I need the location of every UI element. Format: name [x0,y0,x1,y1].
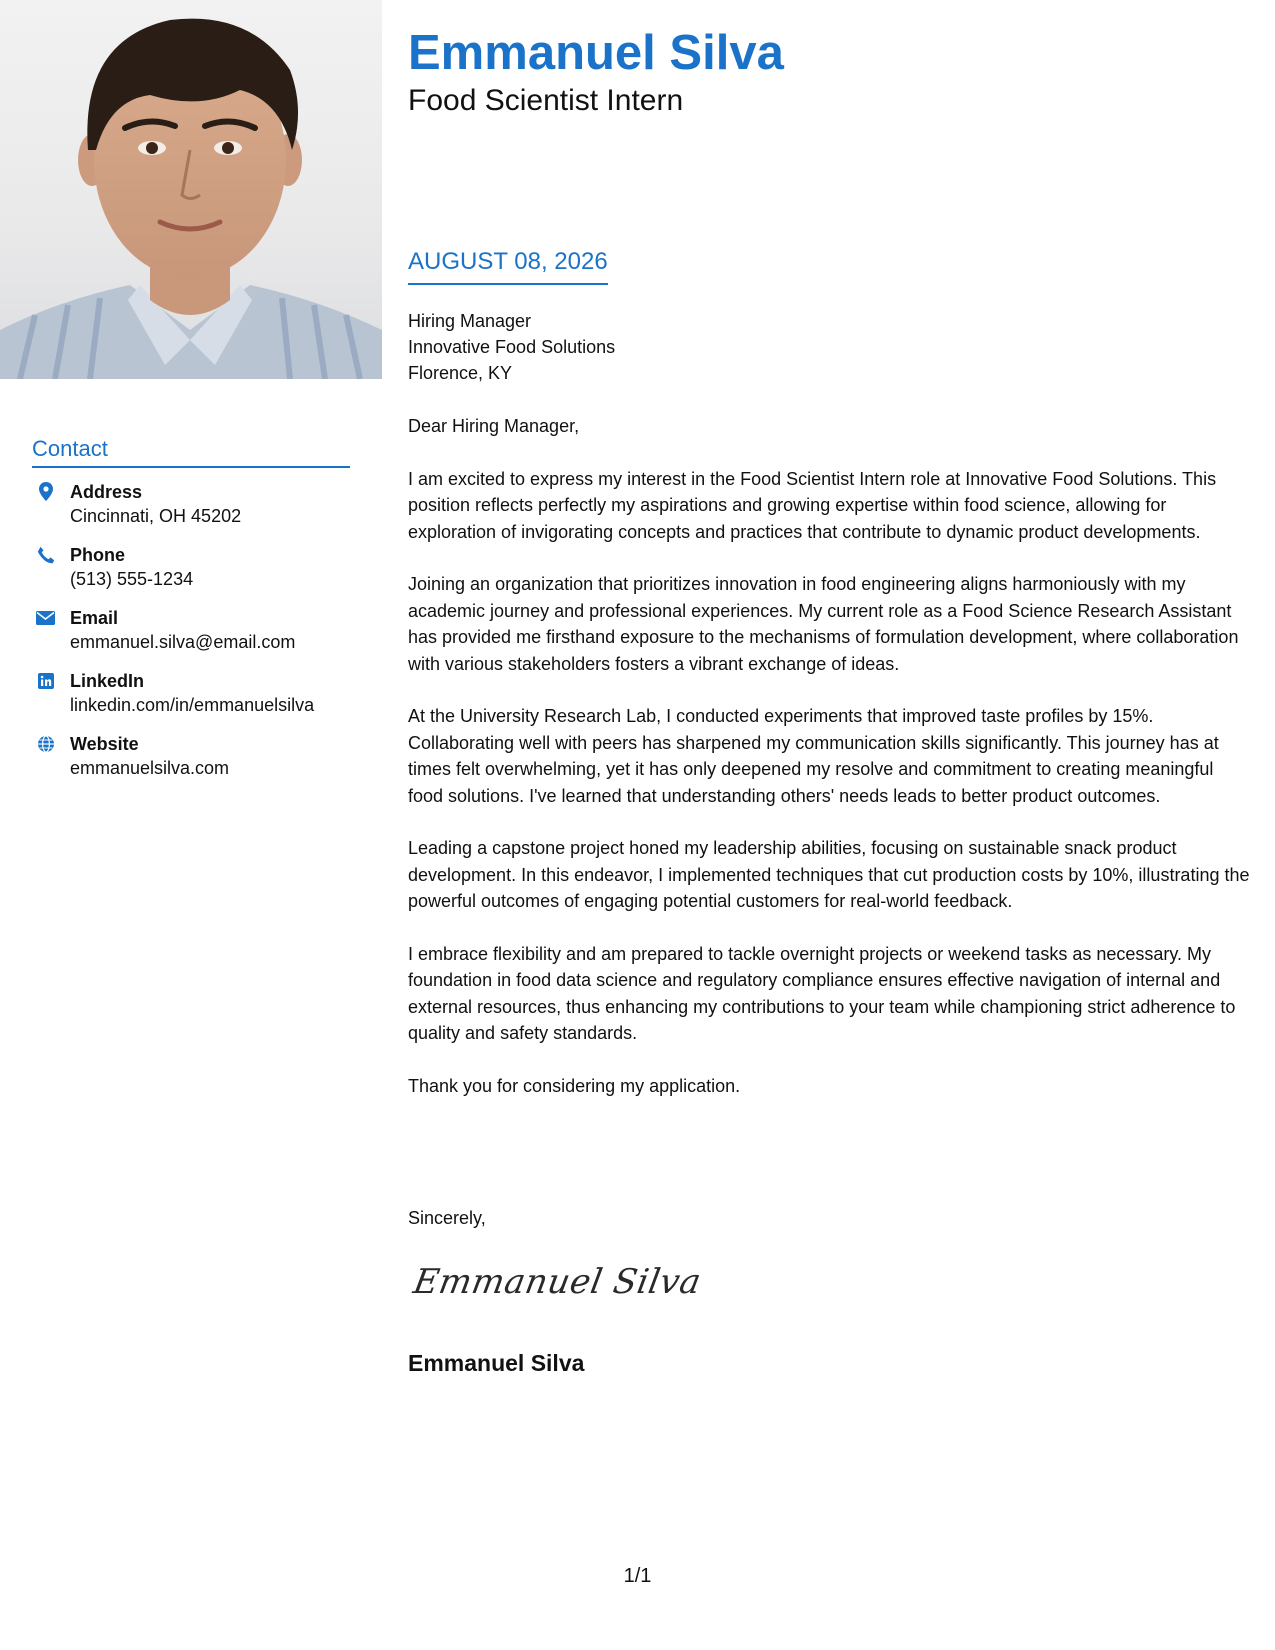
contact-website [32,732,350,781]
contact-heading: Contact [32,436,350,468]
contact-section [32,436,350,795]
contact-label: Email [70,608,119,628]
salutation: Dear Hiring Manager, [408,416,580,436]
signer-name: Emmanuel Silva [408,1350,585,1376]
contact-phone [32,543,350,592]
linkedin-icon [36,671,55,690]
recipient-company: Innovative Food Solutions [408,337,616,357]
map-pin-icon [36,482,55,501]
profile-photo [0,0,382,379]
page-number: 1/1 [623,1565,652,1587]
body-paragraph: I am excited to express my interest in the Food Scientist Intern role at Innovative Food Solutions. This position reflects perfectly my aspirations and growing expertise within food science, allowing for exploration of invigorating concepts and practices that contribute to dynamic product developments. [408,468,1217,542]
globe-icon [36,734,55,753]
contact-address [32,480,350,529]
contact-value[interactable]: emmanuelsilva.com [70,758,230,778]
contact-label: Phone [70,545,126,565]
letter-date: AUGUST 08, 2026 [408,247,608,285]
sidebar [0,0,382,1650]
contact-value: (513) 555-1234 [70,569,194,589]
envelope-icon [36,608,55,627]
recipient-block [408,308,615,386]
recipient-location: Florence, KY [408,363,513,383]
contact-list [32,480,350,781]
body-paragraph: Leading a capstone project honed my leadership abilities, focusing on sustainable snack product development. In this endeavor, I implemented techniques that cut production costs by 10%, illustrating the powerful outcomes of engaging potential customers for real-world feedback. [408,838,1250,911]
contact-value: Cincinnati, OH 45202 [70,506,242,526]
recipient-title: Hiring Manager [408,311,532,331]
contact-label: Website [70,734,139,754]
body-paragraph: Joining an organization that prioritizes innovation in food engineering aligns harmoniously with my academic journey and professional experiences. My current role as a Food Science Research Assistant has provided me firsthand exposure to the mechanisms of formulation development, where collaboration with various stakeholders fosters a vibrant exchange of ideas. [408,574,1239,674]
applicant-role: Food Scientist Intern [408,84,684,117]
applicant-name: Emmanuel Silva [408,26,784,80]
contact-email [32,606,350,655]
body-paragraph: I embrace flexibility and am prepared to tackle overnight projects or weekend tasks as necessary. My foundation in food data science and regulatory compliance ensures effective navigation of internal and external resources, thus enhancing my contributions to your team while championing strict adherence to quality and safety standards. [408,943,1236,1043]
phone-icon [36,545,55,564]
contact-label: Address [70,482,143,502]
contact-value[interactable]: linkedin.com/in/emmanuelsilva [70,695,315,715]
handwritten-signature: Emmanuel Silva [410,1262,705,1302]
contact-linkedin [32,669,350,718]
signoff: Sincerely, [408,1208,486,1228]
contact-value: emmanuel.silva@email.com [70,632,296,652]
letter-body [408,413,1250,1099]
contact-label: LinkedIn [70,671,145,691]
body-paragraph: At the University Research Lab, I conducted experiments that improved taste profiles by 15%. Collaborating well with peers has sharpened my communication skills significantly. This journey has at times felt overwhelming, yet it has only deepened my resolve and commitment to creating meaningful food solutions. I've learned that understanding others' needs leads to better product outcomes. [408,706,1219,806]
closing-line: Thank you for considering my application. [408,1075,741,1096]
